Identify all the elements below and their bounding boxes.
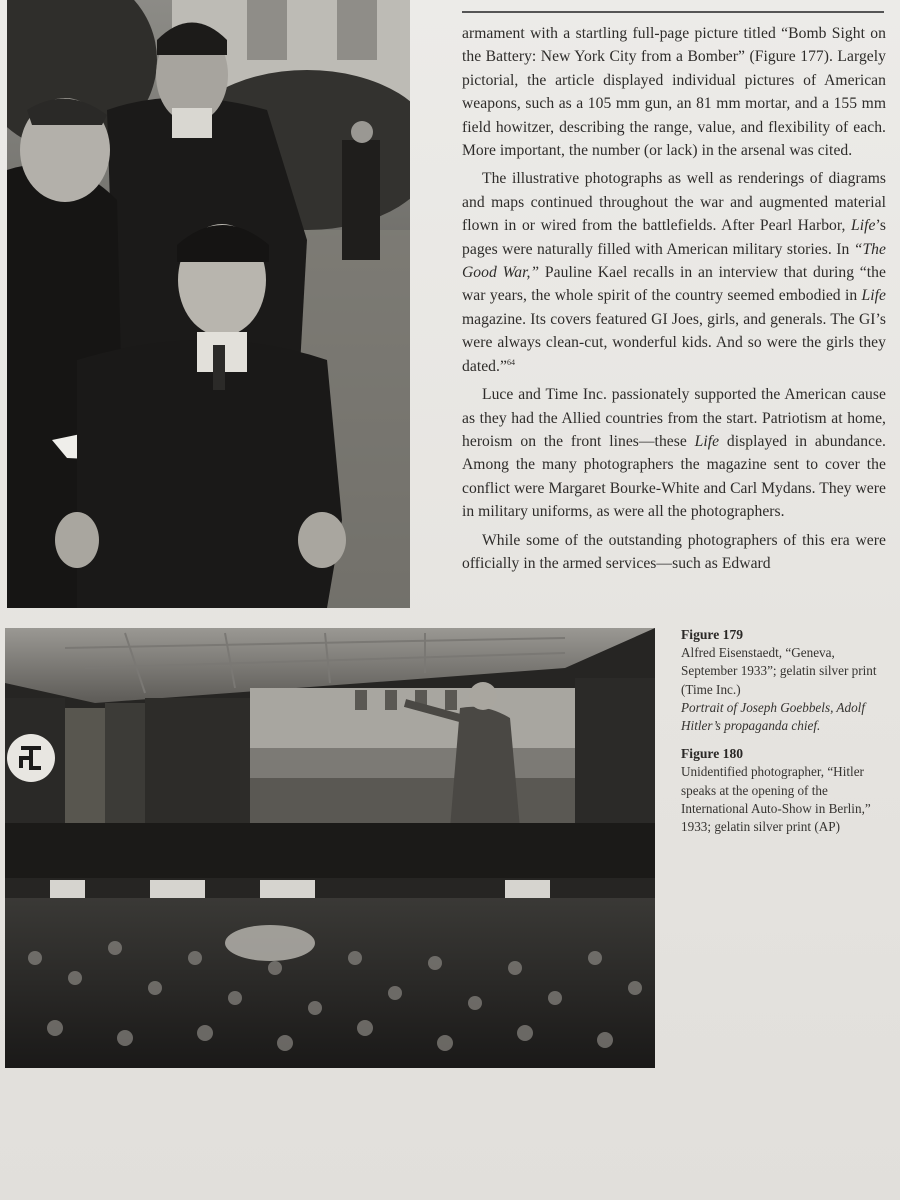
figure-180-photograph: [5, 628, 655, 1068]
figure-number: Figure 180: [681, 746, 744, 762]
paragraph-text: While some of the outstanding photographers of this era were officially in the armed services—such as Edward: [462, 531, 886, 572]
paragraph-text: ’s pages were naturally filled with American military stories. In: [462, 217, 886, 258]
paragraph-text: magazine. Its covers featured GI Joes, girls, and generals. The GI’s were always clean-cut, wonderful kids. And so were the girls they dated.”: [462, 310, 886, 375]
body-paragraph: [462, 529, 886, 576]
body-paragraph: [462, 167, 886, 378]
figure-caption: [681, 626, 891, 735]
italic-text: Life: [694, 432, 720, 450]
body-text-column: [462, 22, 886, 575]
italic-text: Life: [851, 217, 876, 235]
italic-text: Life: [861, 287, 886, 305]
paragraph-text: displayed in abundance. Among the many photographers the magazine sent to cover the conflict were Margaret Bourke-White and Carl Mydans. They were in military uniforms, as were all the photographers.: [462, 432, 886, 521]
italic-text: “The Good War,”: [462, 240, 886, 282]
paragraph-text: armament with a startling full-page picture titled “Bomb Sight on the Battery: New York City from a Bomber” (Figure 177). Largely pictorial, the article displayed individual pictures of American weapons, such as a 105 mm gun, an 81 mm mortar, and a 155 mm field howitzer, describing the range, value, and flexibility of each. More important, the number (or lack) in the arsenal was cited.: [462, 25, 886, 160]
figure-captions: [681, 626, 891, 846]
paragraph-text: Luce and Time Inc. passionately supported the American cause as they had the Allied countries from the start. Patriotism at home, heroism on the front lines—these: [462, 386, 886, 450]
caption-text: Unidentified photographer, “Hitler speaks at the opening of the International Auto-Show in Berlin,” 1933; gelatin silver print (AP): [681, 764, 871, 835]
footnote-ref: 64: [506, 357, 516, 367]
figure-number: Figure 179: [681, 627, 744, 642]
caption-text: Alfred Eisenstaedt, “Geneva, September 1933”; gelatin silver print (Time Inc.): [681, 645, 877, 697]
body-paragraph: [462, 383, 886, 523]
goebbels-portrait-illustration: [7, 0, 410, 608]
figure-caption: [681, 745, 891, 836]
hitler-auto-show-illustration: [5, 628, 655, 1068]
body-paragraph: [462, 22, 886, 162]
paragraph-text: Pauline Kael recalls in an interview that during “the war years, the whole spirit of the country seemed embodied in: [462, 264, 886, 305]
caption-italic-text: Portrait of Joseph Goebbels, Adolf Hitler’s propaganda chief.: [681, 699, 866, 734]
figure-179-photograph: [7, 0, 410, 608]
top-rule-divider: [462, 11, 884, 13]
paragraph-text: The illustrative photographs as well as renderings of diagrams and maps continued throughout the war and augmented material flown in or wired from the battlefields. After Pearl Harbor,: [462, 170, 886, 235]
